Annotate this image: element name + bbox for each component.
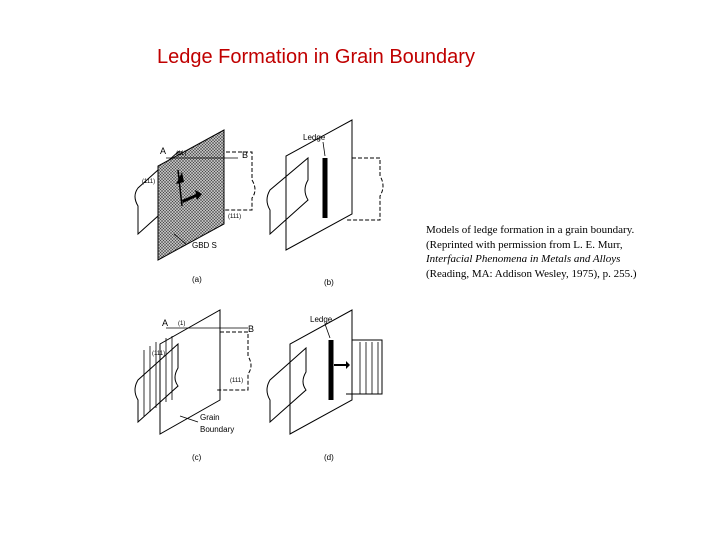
panel-c-plane-top: (1): [178, 321, 186, 327]
panel-b-ledge-leader: [323, 142, 325, 156]
panel-c-plane-left: (111): [152, 351, 166, 357]
panel-c-caption: (c): [192, 453, 202, 462]
panel-d-grain-boundary-plane: [290, 310, 352, 434]
panel-d-arrow: [334, 361, 350, 369]
diagram-svg: [120, 110, 400, 470]
panel-d-ledge-leader: [325, 324, 330, 338]
panel-d-right-block: [346, 340, 382, 394]
panel-b-ledge-label: Ledge: [303, 133, 326, 142]
panel-a: [135, 130, 255, 284]
panel-a-point-a: A: [160, 146, 167, 156]
slide-title: Ledge Formation in Grain Boundary: [157, 46, 475, 68]
figure-caption: [426, 223, 686, 282]
panel-c-gb-label-2: Boundary: [200, 425, 235, 434]
panel-a-plane-left: (111): [142, 179, 156, 185]
ledge-formation-diagram: [120, 110, 400, 470]
panel-d: [267, 310, 382, 462]
panel-d-ledge-label: Ledge: [310, 315, 333, 324]
panel-c-plane-right: (111): [230, 378, 244, 384]
panel-c-point-b: B: [248, 324, 255, 334]
panel-b: [267, 120, 383, 287]
caption-line-1: Models of ledge formation in a grain boundary.: [426, 224, 635, 236]
panel-b-left-block: [267, 158, 308, 234]
panel-d-caption: (d): [324, 453, 334, 462]
panel-a-caption: (a): [192, 275, 202, 284]
panel-d-atomic-planes: [360, 342, 378, 394]
caption-line-2: (Reprinted with permission from L. E. Murr,: [426, 238, 623, 251]
panel-c-point-a: A: [162, 318, 169, 328]
panel-c: [135, 310, 254, 462]
panel-c-gb-label-1: Grain: [200, 413, 220, 422]
caption-line-3: Interfacial Phenomena in Metals and Alloys: [426, 253, 621, 266]
panel-a-plane-right: (111): [228, 214, 242, 220]
panel-a-gbd-label: GBD S: [192, 241, 217, 250]
caption-line-4: (Reading, MA: Addison Wesley, 1975), p. 255.): [426, 267, 637, 280]
panel-d-left-block: [267, 348, 306, 422]
panel-b-caption: (b): [324, 278, 334, 287]
panel-a-plane-top: (11): [176, 151, 187, 157]
panel-a-point-b: B: [242, 150, 249, 160]
